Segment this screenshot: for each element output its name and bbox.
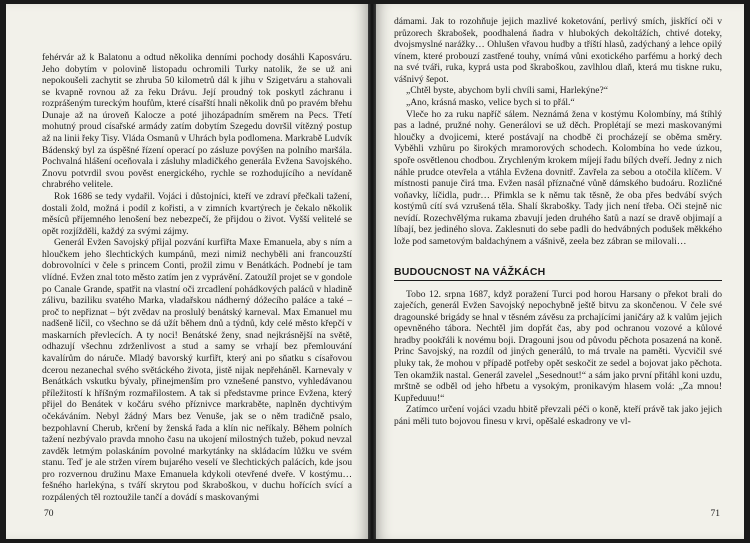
paragraph: Vleče ho za ruku napříč sálem. Neznámá žena v kostýmu Kolombíny, má štíhlý pas a ladné, pružné nohy. Generálovi se už děch. Proplétají se mezi maskovanými hloučky a dvojicemi, které postávají na chodbě či procházejí se oběma směry. Vyběhli vzhůru po širokých mramorových schodech. Kolombína ho vede úzkou, spoře osvětlenou chodbou. Zrychleným krokem míjejí řadu bílých dveří. Jedny z nich náhle prudce otevřela a vtáhla Evžena dovnitř. Zavřela za sebou a otočila klíčem. V místnosti panuje čirá tma. Evžen nasál příznačné vůně dámského budoáru. Rozličné voňavky, líčidla, pudr… Přimkla se k němu tak těsně, že oba přes bedvábí svých kostýmů cítí svá vzrušená těla. Shalí škrabošky. Tady jich není třeba. Oči stejně nic nevídí. Rozechvělýma rukama zbavují jeden druhého šatů a nazí se dravě objimají a líbají, bez jediného slova. Zaklesnuti do sebe padli do hedvábných podušek měkkého lože pod sametovým baldachýnem a vášnivě, zeela bez zábran se milovali… [394,108,722,247]
paragraph: „Ano, krásná masko, velice bych si to přál.“ [406,97,575,109]
paragraph: Zatímco určení vojáci vzadu hbitě převzali péči o koně, kteří právě tak jako jejich páni měli tuto bojovou finesu v krvi, opěšalé eskadrony ve vl- [394,404,722,427]
paragraph: Generál Evžen Savojský přijal pozvání kurfiřta Maxe Emanuela, aby s ním a hloučkem jeho šlechtických kumpánů, mezi nimiž nechyběli ani francouzští dobrovolníci v čele s princem Conti, prožil zimu v Benátkách. Podnebí je tam vlídné. Evžen znal toto město zatím jen z vyprávění. Zatoužíl projet se v gondole po Canale Grande, spatřit na vlastní oči zrcadlení pohádkových paláců v hladině zálivu, baziliku svatého Marka, vladařskou nádherný dóžecího paláce a také – proč to nepřiznat – být zvědav na proslulý benátský karneval. Max Emanuel mu nadšeně líčil, co všechno se dá užít během dnů a týdnů, kdy celé město křepčí v maskarních převlecích. A ty noci! Benátské ženy, snad nejkrásnější na světě, odhazují všechnu zdrženlivost a stud a samy se vrhají bez přemlouvání kavalírům do náruče. Mladý bavorský kurfiřt, který ani po sňatku s císařovou dcerou nezanechal svého světáckého života, jistě nijak nepřeháněl. Karnevaly v Benátkách vskutku bývaly, přinejmenším pro vznešené panstvo, vyhledávanou příležitostí k hříšným rozmařilostem. A tak si představme prince Evžena, který přijel do Benátek v kočáru svého příznivce markraběte, naplněn dychtivým očekáváním. Nebyl žádný Mars bez Venuše, jak se o něm tradičně psalo, bezpohlavní Cherub, krčení by ženská řada a klín nic neříkaly. Během polních tažení nezbývalo pravda mnoho času na ukojení milostných tužeb, pokud nevzal zavděk letmým polaskáním povolné markytánky na skládacím lůžku ve svém stanu. Teď je ale stržen vírem bujarého veselí ve šlechtických palácích, kde jsou pro rozvernou družinu Maxe Emanuela kdykoli otevřené dveře. V kostýmu… fešného harlekýna, s tváří skrytou pod škraboškou, v duchu hořících svící a rozpálených těl roztoužile tančí a dovádí s maskovanými [42,237,352,503]
paragraph: „Chtěl byste, abychom byli chvíli sami, Harlekýne?“ [406,85,609,97]
right-page [376,4,744,539]
left-page-text [42,52,352,504]
left-page [6,4,368,539]
paragraph: Tobo 12. srpna 1687, když poražení Turci pod horou Harsany o překot brali do zaječích, generál Evžen Savojský nepochybně ještě bitvu za skončenou. V čele své dragounské brigády se hnal v těsném závěsu za prchajícími janičáry až k valům jejich opevněného tábora. Nechtěl jim dopřát čas, aby pod ochranou vozové a kůlové hradby pookřáli k novému boji. Dragouni jsou od původu pěchota posazená na koně. Princ Savojský, na rozdíl od jiných generálů, to má trvale na paměti. Vycvičil své pluky tak, že mohou v případě potřeby opět seskočit ze sedel a bojovat jako pěchota. Ten okamžik nastal. Generál zavelel „Sesednout!“ a sám jako první přitáhl koni uzdu, mrštně se odběl od jeho hřbetu a vysokým, pronikavým hlasem volá: „Za mnou! Kupředuuu!“ [394,288,722,404]
section-heading: BUDOUCNOST NA VÁŽKÁCH [394,266,722,281]
right-page-text [394,16,722,428]
book-spread [6,4,744,539]
book-gutter [368,4,376,539]
paragraph: dámami. Jak to rozohňuje jejich mazlivé koketování, perlivý smích, jiskřící oči v průzorech škrabošek, poodhalená ňadra v hlubokých dekoltážích, chtivé doteky, dvojsmyslné narážky… Ohlušen vřavou hudby a tříští hlasů, zadýchaný a lehce opilý vínem, které probouzí zastřené touhy, vnímá vůni exotického parfému a horký dech na své tváři, ruka, kyprá usta pod škraboškou, zavlhlou dlaň, která mu tiskne ruku, vášnivý šepot. [394,16,722,85]
paragraph: Rok 1686 se tedy vydařil. Vojáci i důstojníci, kteří ve zdraví přečkali tažení, dostali žold, možná i podíl z kořisti, a v zimních kvartýrech je čekalo několik měsíců příjemného lenošení bez nebezpečí, že přijdou o život. Vyšší velitelé se opět rozjížděli, každý za svými zájmy. [42,190,352,237]
page-number: 71 [710,509,720,519]
page-number: 70 [44,509,54,519]
paragraph: fehérvár až k Balatonu a odtud několika denními pochody dosáhli Kaposváru. Jeho dobytím v polovině listopadu ochromili Turky natolik, že se už ani nepokoušeli zachytit se zhruba 50 kilometrů dál k jihu v Szigetváru a stahovali se kvapně rovnou až za řeku Drávu. Její proudný tok poskytl záchranu i rozprášeným tureckým houfům, které císařští hnali několik dnů po pravém břehu Dunaje až na úroveň Kalocze a poté jihozápadním směrem na Pecs. Třetí mohutný proud císařské armády zatím dobytím Szegedu dovršil vítězný postup až na linii řeky Tisy. Vláda Osmanů v Uhrách byla podlomena. Markrabě Ludvík Bádenský byl za úspěšné řízení operací po zásluze povýšen na polního maršála. Pochvalná hlášení oceňovala i zásluhy mladičkého generála Evžena Savojského. Znovu potvrdil svou pověst energického, rychle se rozhodujícího a nevídaně chrabrého velitele. [42,52,352,191]
